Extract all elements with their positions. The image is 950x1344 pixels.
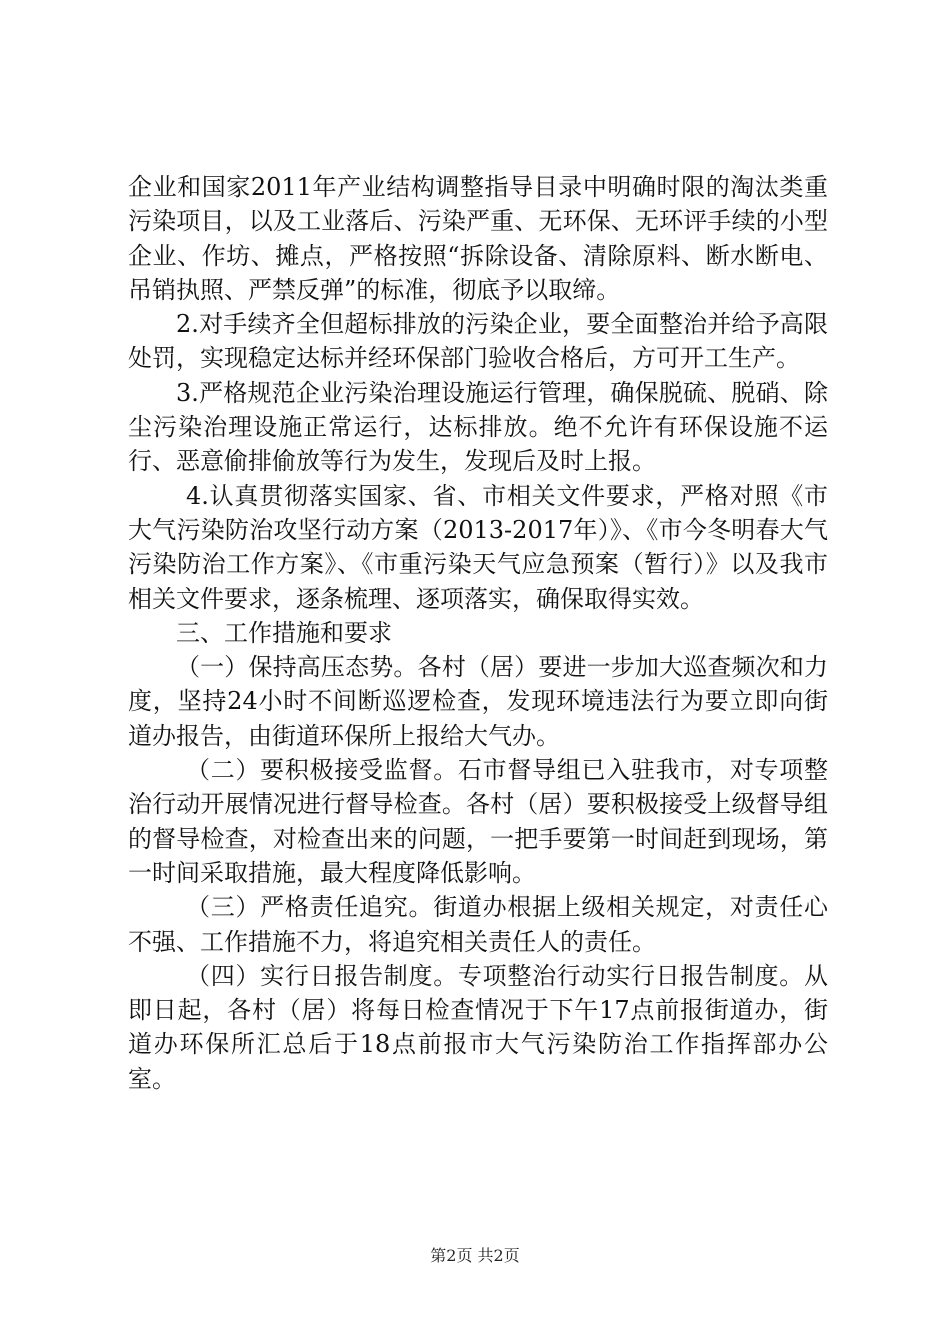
paragraph-measure-2: （二）要积极接受监督。石市督导组已入驻我市，对专项整治行动开展情况进行督导检查。各村（居）要积极接受上级督导组的督导检查，对检查出来的问题，一把手要第一时间赶到现场，第一时间采取措施，最大程度降低影响。 [128,756,828,887]
paragraph-item-3: 3.严格规范企业污染治理设施运行管理，确保脱硫、脱硝、除尘污染治理设施正常运行，达标排放。绝不允许有环保设施不运行、恶意偷排偷放等行为发生，发现后及时上报。 [128,378,828,476]
paragraph-continuation: 企业和国家2011年产业结构调整指导目录中明确时限的淘汰类重污染项目，以及工业落后、污染严重、无环保、无环评手续的小型企业、作坊、摊点，严格按照“拆除设备、清除原料、断水断电、吊销执照、严禁反弹”的标准，彻底予以取缔。 [128,173,828,304]
paragraph-measure-1: （一）保持高压态势。各村（居）要进一步加大巡查频次和力度，坚持24小时不间断巡逻检查，发现环境违法行为要立即向街道办报告，由街道环保所上报给大气办。 [128,653,828,750]
document-body [128,170,828,1096]
page-number-footer: 第2页 共2页 [430,1246,520,1265]
section-heading: 三、工作措施和要求 [176,618,392,647]
paragraph-item-2: 2.对手续齐全但超标排放的污染企业，要全面整治并给予高限处罚，实现稳定达标并经环保部门验收合格后，方可开工生产。 [128,310,828,373]
paragraph-measure-3: （三）严格责任追究。街道办根据上级相关规定，对责任心不强、工作措施不力，将追究相关责任人的责任。 [128,893,828,956]
paragraph-measure-4: （四）实行日报告制度。专项整治行动实行日报告制度。从即日起，各村（居）将每日检查情况于下午17点前报街道办，街道办环保所汇总后于18点前报市大气污染防治工作指挥部办公室。 [128,961,828,1093]
paragraph-item-4: 4.认真贯彻落实国家、省、市相关文件要求，严格对照《市大气污染防治攻坚行动方案（2013-2017年）》、《市今冬明春大气污染防治工作方案》、《市重污染天气应急预案（暂行）》以及我市相关文件要求，逐条梳理、逐项落实，确保取得实效。 [128,481,828,613]
